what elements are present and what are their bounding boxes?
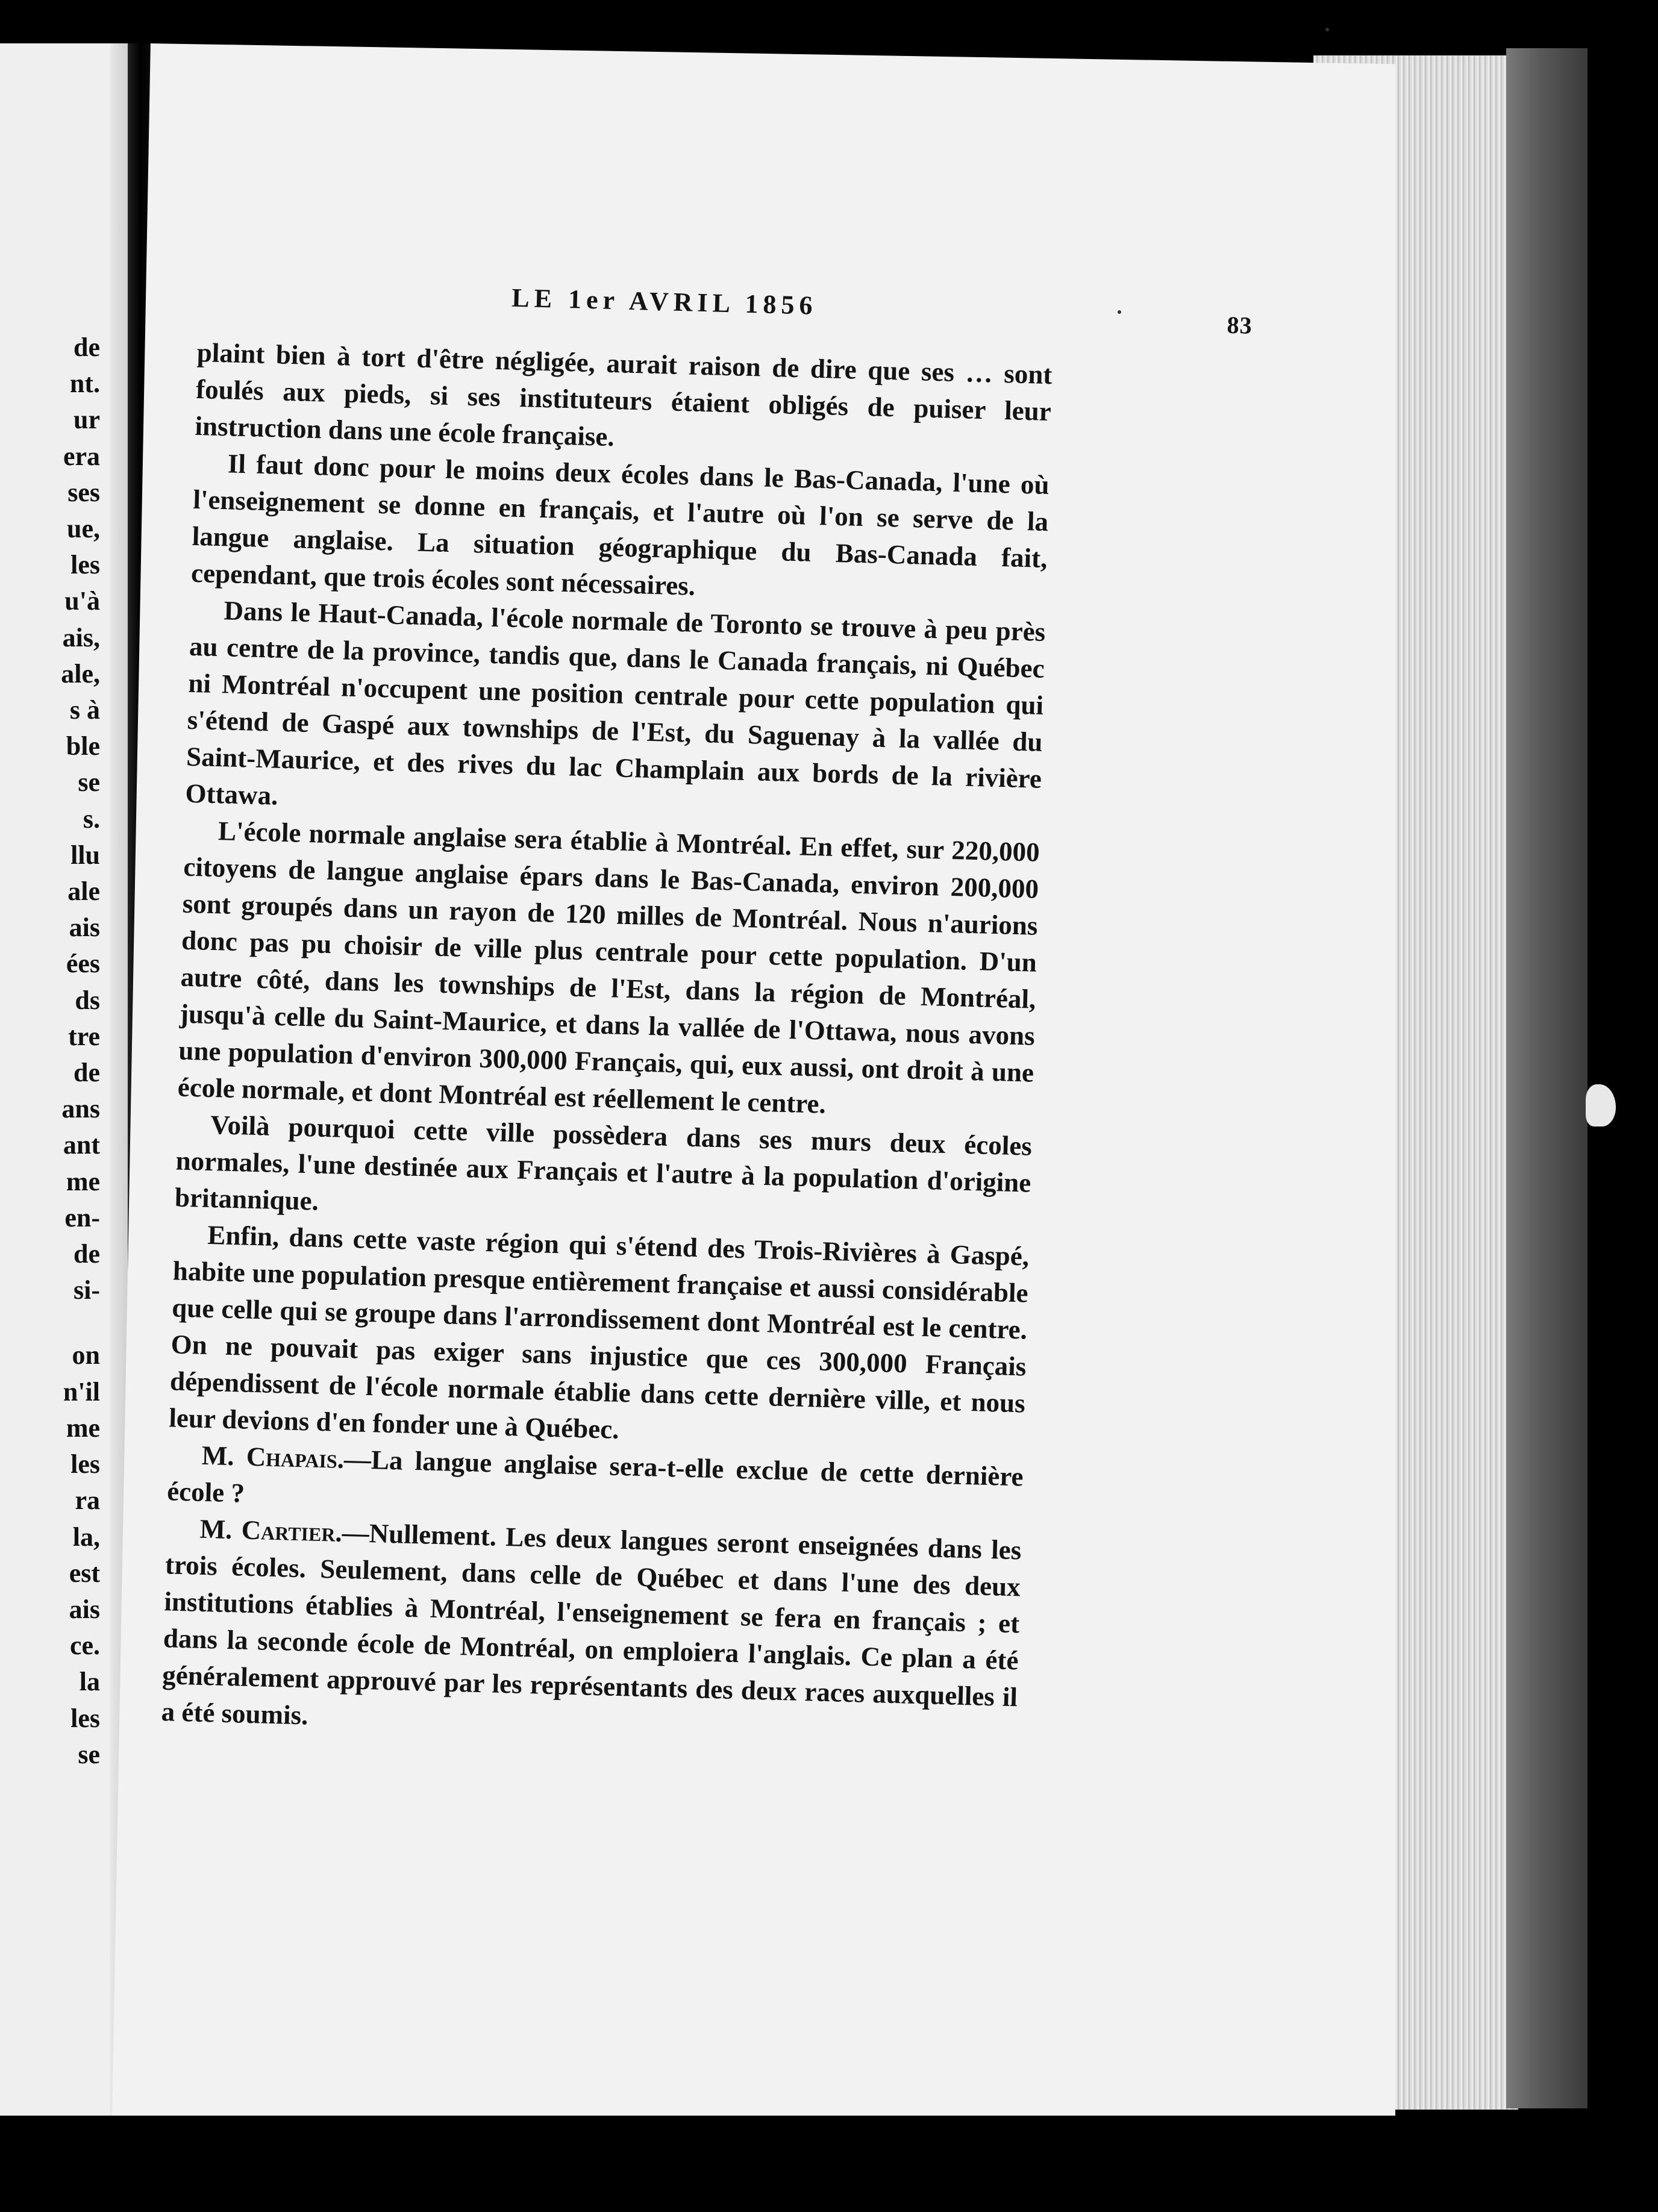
book-cover-edge [1506,48,1588,2108]
paragraph: Enfin, dans cette vaste région qui s'étend des Trois-Rivières à Gaspé, habite une population presque entièrement française et aussi considérable que celle qui se groupe dans l'arrondissement dont Montréal est le centre. On ne pouvait pas exiger sans injustice que ces 300,000 Français dépendissent de l'école normale établie dans cette dernière ville, et nous leur devions d'en fonder une à Québec. [168,1219,1030,1445]
previous-page-fragment: ais, [62,622,100,652]
previous-page-fragment: ais [69,1594,100,1624]
previous-page-fragment: les [70,1449,100,1479]
previous-page-fragment: est [69,1558,100,1588]
speech-text: —Nullement. Les deux langues seront enseignées dans les trois écoles. Seulement, dans celle de Québec et dans l'une des deux institutions établies à Montréal, l'enseignement se fera en français ; et dans la seconde école de Montréal, on emploiera l'anglais. Ce plan a été généralement approuvé par les représentants des deux races auxquelles il a été soumis. [161,1517,1022,1731]
previous-page-fragment: la, [72,1522,100,1552]
dialogue-cartier [161,1510,1022,1752]
previous-page-fragment: me [66,1413,100,1443]
previous-page-fragment: era [63,441,100,471]
speck [1325,28,1329,31]
previous-page-fragment: ans [61,1094,100,1124]
previous-page-fragment: de [74,1239,100,1269]
paragraph: plaint bien à tort d'être négligée, aurait raison de dire que ses … sont foulés aux pieds, si ses instituteurs étaient obligés de puiser leur instruction dans une école française. [195,337,1053,452]
previous-page-fragment: u'à [64,586,100,616]
previous-page-fragment: s à [69,695,100,725]
previous-page-fragment: s. [83,804,100,834]
previous-page-fragment: n'il [63,1376,100,1407]
previous-page-fragment: ale [67,876,100,907]
previous-page-fragment: se [78,1739,100,1769]
paragraph: Voilà pourquoi cette ville possèdera dans ses murs deux écoles normales, l'une destinée aux Français et l'autre à la population d'origine britannique. [174,1109,1033,1216]
previous-page-fragment: ble [66,731,100,761]
previous-page-fragment: ées [66,949,100,979]
previous-page-fragment: llu [70,840,100,870]
previous-page-fragment: les [70,1703,100,1733]
previous-page-fragment: ra [75,1486,100,1516]
previous-page-fragment: ur [74,405,100,435]
previous-page-fragment: on [72,1340,100,1370]
previous-page-fragment: ais [69,913,100,943]
fragment-gap [61,1308,100,1337]
paragraph: Il faut donc pour le moins deux écoles dans le Bas-Canada, l'une où l'enseignement se donne en français, et l'autre où l'on se serve de la langue anglaise. La situation géographique du Bas-Canada fait, cependant, que trois écoles sont nécessaires. [190,448,1050,601]
previous-page-fragment: ds [75,985,100,1015]
paper-debris [1586,1084,1616,1126]
previous-page-fragment: ce. [69,1631,100,1661]
speck [1118,310,1121,314]
previous-page-fragment: si- [74,1275,100,1305]
previous-page-fragment: tre [68,1021,100,1051]
previous-page-fragment: ant [63,1130,100,1160]
previous-page-fragment: les [70,550,100,580]
previous-page-fragment: ale, [61,658,100,689]
previous-page-text-fragments [61,330,100,1773]
previous-page-fragment: en- [64,1202,100,1233]
previous-page-fragment: se [78,767,100,798]
speaker-name: M. Chapais. [201,1440,345,1474]
previous-page-fragment: me [66,1166,100,1196]
previous-page-fragment: ses [67,477,100,507]
previous-page-fragment: de [74,1058,100,1088]
previous-page-fragment: ue, [67,514,100,544]
previous-page-fragment: nt. [69,369,100,399]
page-number: 83 [1227,311,1253,339]
paragraph: L'école normale anglaise sera établie à Montréal. En effet, sur 220,000 citoyens de langue anglaise épars dans le Bas-Canada, environ 200,000 sont groupés dans un rayon de 120 milles de Montréal. Nous n'aurions donc pas pu choisir de ville plus centrale pour cette population. D'un autre côté, dans les townships de l'Est, dans la région de Montréal, jusqu'à celle du Saint-Maurice, et dans la vallée de l'Ottawa, nous avons une population d'environ 300,000 Français, qui, eux aussi, ont droit à une école normale, et dont Montréal est réellement le centre. [177,816,1040,1119]
paragraph: Dans le Haut-Canada, l'école normale de Toronto se trouve à peu près au centre de la province, tandis que, dans le Canada français, ni Québec ni Montréal n'occupent une position centrale pour cette population qui s'étend de Gaspé aux townships de l'Est, du Saguenay à la vallée du Saint-Maurice, et des rives du lac Champlain aux bords de la rivière Ottawa. [185,595,1046,811]
page-body [161,334,1053,1752]
speaker-name: M. Cartier. [199,1513,343,1548]
running-head-title: LE 1er AVRIL 1856 [511,283,818,320]
previous-page [0,43,128,2116]
previous-page-fragment: la [79,1667,100,1697]
speech-text: —La langue anglaise sera-t-elle exclue de cette dernière école ? [166,1443,1024,1508]
previous-page-fragment: de [74,333,100,362]
